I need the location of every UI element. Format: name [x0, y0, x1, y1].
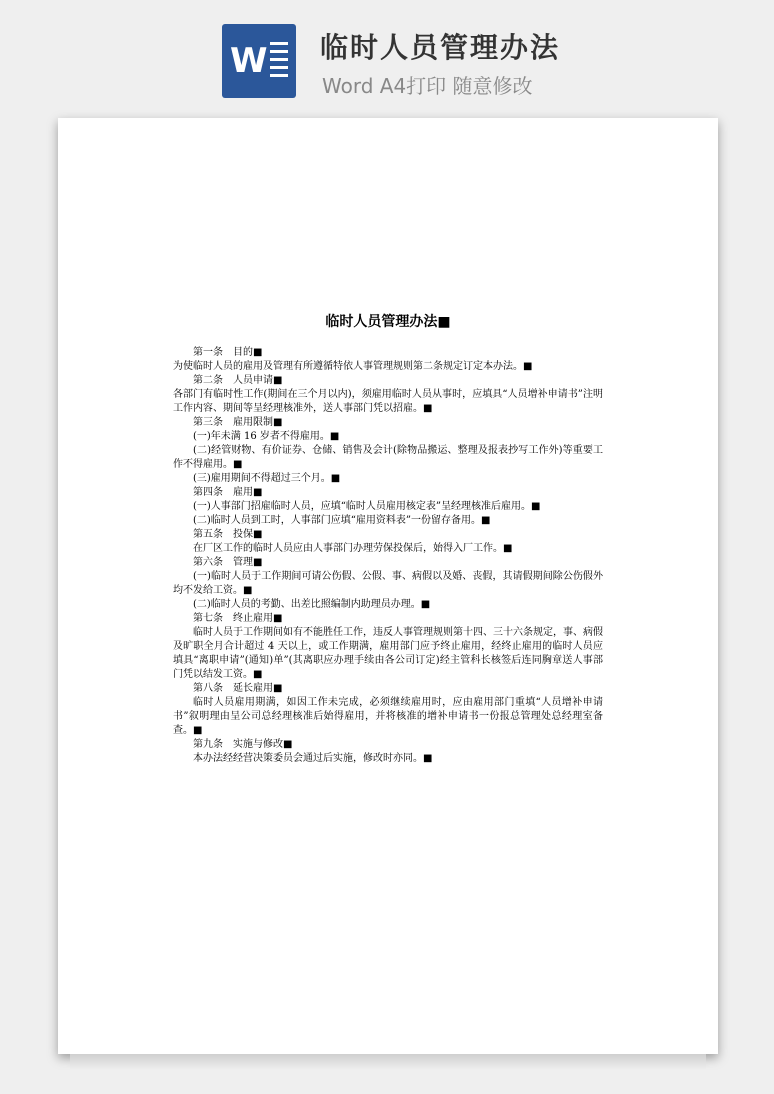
document-paragraph: 第四条 雇用■ [193, 487, 263, 498]
word-icon [222, 24, 296, 98]
document-paragraph: (一)人事部门招雇临时人员，应填“临时人员雇用核定表”呈经理核准后雇用。■ [193, 501, 541, 512]
document-paragraph: 第七条 终止雇用■ [193, 613, 283, 624]
header-subtitle: Word A4打印 随意修改 [322, 74, 533, 98]
document-paragraph: 第五条 投保■ [193, 529, 263, 540]
document-paragraph: 临时人员于工作期间如有不能胜任工作，违反人事管理规则第十四、三十六条规定，事、病假及旷职全月合计超过 4 天以上，或工作期满，雇用部门应予终止雇用，经终止雇用的临时人员应填具“离职申请”(通知)单”(其离职应办理手续由各公司订定)经主管科长核签后连同胸章送人事部门凭以结发工资。■ [173, 627, 603, 680]
document-paragraph: 第一条 目的■ [193, 347, 263, 358]
header [0, 0, 774, 118]
document-paragraph: 第二条 人员申请■ [193, 375, 283, 386]
document-body [173, 346, 603, 766]
document-paragraph: 各部门有临时性工作(期间在三个月以内)，须雇用临时人员从事时，应填具“人员增补申请书”注明工作内容、期间等呈经理核准外，送人事部门凭以招雇。■ [173, 389, 603, 414]
document-paragraph: 为使临时人员的雇用及管理有所遵循特依人事管理规则第二条规定订定本办法。■ [173, 361, 533, 372]
document-paragraph: 第三条 雇用限制■ [193, 417, 283, 428]
page-shadow [70, 1054, 706, 1070]
document-paragraph: 第八条 延长雇用■ [193, 683, 283, 694]
document-paragraph: (一)年未满 16 岁者不得雇用。■ [193, 431, 340, 442]
word-icon-lines [270, 42, 288, 82]
document-title: 临时人员管理办法■ [325, 314, 451, 330]
document-page [58, 118, 718, 1054]
document-paragraph: (二)临时人员到工时，人事部门应填“雇用资料表”一份留存备用。■ [193, 515, 491, 526]
document-paragraph: 第六条 管理■ [193, 557, 263, 568]
document-paragraph: 第九条 实施与修改■ [193, 739, 293, 750]
header-title: 临时人员管理办法 [320, 31, 561, 64]
document-paragraph: (三)雇用期间不得超过三个月。■ [193, 473, 341, 484]
word-icon-letter: W [230, 41, 268, 81]
document-paragraph: 本办法经经营决策委员会通过后实施，修改时亦同。■ [193, 753, 433, 764]
document-paragraph: (二)临时人员的考勤、出差比照编制内助理员办理。■ [193, 599, 431, 610]
document-paragraph: 临时人员雇用期满，如因工作未完成，必须继续雇用时，应由雇用部门重填“人员增补申请书”叙明理由呈公司总经理核准后始得雇用，并将核准的增补申请书一份报总管理处总经理室备查。■ [173, 697, 603, 736]
document-paragraph: (二)经管财物、有价证券、仓储、销售及会计(除物品搬运、整理及报表抄写工作外)等重要工作不得雇用。■ [173, 445, 603, 470]
document-paragraph: (一)临时人员于工作期间可请公伤假、公假、事、病假以及婚、丧假，其请假期间除公伤假外均不发给工资。■ [173, 571, 603, 596]
document-paragraph: 在厂区工作的临时人员应由人事部门办理劳保投保后，始得入厂工作。■ [193, 543, 513, 554]
